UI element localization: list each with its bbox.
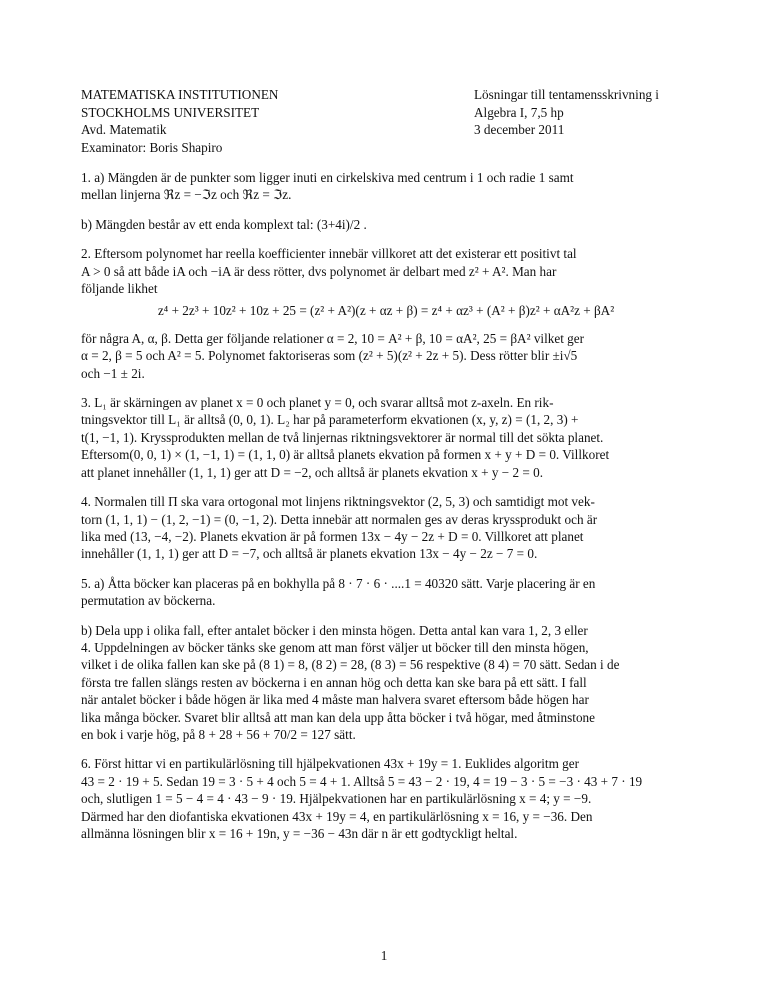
paragraph-p2b [81, 330, 691, 382]
header-university: STOCKHOLMS UNIVERSITET [81, 104, 260, 120]
paragraph-p2 [81, 245, 691, 297]
paragraph-line: och, slutligen 1 = 5 − 4 = 4 · 43 − 9 · 19. Hjälpekvationen har en partikulärlösning x = 4; y = −9. [81, 791, 592, 807]
paragraph-line: innehåller (1, 1, 1) ger att D = −7, och alltså är planets ekvation 13x − 4y − 2z − 7 = 0. [81, 546, 538, 562]
paragraph-line: 6. Först hittar vi en partikulärlösning till hjälpekvationen 43x + 19y = 1. Euklides algoritm ger [81, 756, 579, 772]
header-doc-title: Lösningar till tentamensskrivning i [474, 87, 659, 102]
paragraph-p4 [81, 493, 691, 563]
paragraph-line: och −1 ± 2i. [81, 365, 145, 381]
solutions-body [81, 169, 691, 854]
header-institution: MATEMATISKA INSTITUTIONEN [81, 87, 279, 102]
paragraph-line: α = 2, β = 5 och A² = 5. Polynomet faktoriseras som (z² + 5)(z² + 2z + 5). Dess rötter blir ±i√5 [81, 348, 578, 364]
paragraph-line: en bok i varje hög, på 8 + 28 + 56 + 70/2 = 127 sätt. [81, 726, 356, 742]
paragraph-p6 [81, 755, 691, 842]
header-date: 3 december 2011 [474, 122, 565, 137]
paragraph-line: Därmed har den diofantiska ekvationen 43x + 19y = 4, en partikulärlösning x = 16, y = −36. Den [81, 808, 593, 824]
equation-eq2: z⁴ + 2z³ + 10z² + 10z + 25 = (z² + A²)(z + αz + β) = z⁴ + αz³ + (A² + β)z² + αA²z + βA² [157, 303, 615, 319]
paragraph-line: för några A, α, β. Detta ger följande relationer α = 2, 10 = A² + β, 10 = αA², 25 = βA² vilket ger [81, 330, 584, 346]
paragraph-line: torn (1, 1, 1) − (1, 2, −1) = (0, −1, 2). Detta innebär att normalen ges av deras kryssprodukt och är [81, 511, 598, 527]
header-examiner: Examinator: Boris Shapiro [81, 139, 223, 155]
paragraph-p5a [81, 575, 691, 610]
paragraph-line: b) Mängden består av ett enda komplext tal: (3+4i)/2 . [81, 216, 367, 232]
paragraph-line: vilket i de olika fallen kan ske på (8 1) = 8, (8 2) = 28, (8 3) = 56 respektive (8 4) = 70 sätt. Sedan i de [81, 657, 620, 673]
paragraph-p3 [81, 394, 691, 481]
paragraph-line: följande likhet [81, 281, 158, 297]
paragraph-line: 3. L₁ är skärningen av planet x = 0 och planet y = 0, och svarar alltså mot z-axeln. En rik- [81, 395, 554, 411]
paragraph-line: t(1, −1, 1). Kryssprodukten mellan de två linjernas riktningsvektorer är normal till det sökta planet. [81, 429, 604, 445]
paragraph-line: A > 0 så att både iA och −iA är dess rötter, dvs polynomet är delbart med z² + A². Man har [81, 263, 557, 279]
paragraph-line: lika med (13, −4, −2). Planets ekvation är på formen 13x − 4y − 2z + D = 0. Villkoret att planet [81, 528, 584, 544]
paragraph-line: första tre fallen slängs resten av böckerna i en annan hög och detta kan ske bara på ett sätt. I fall [81, 674, 587, 690]
page-number: 1 [380, 948, 388, 963]
paragraph-line: 43 = 2 · 19 + 5. Sedan 19 = 3 · 5 + 4 och 5 = 4 + 1. Alltså 5 = 43 − 2 · 19, 4 = 19 − 3 · 5 = −3 · 43 + 7 · 19 [81, 773, 643, 789]
paragraph-line: mellan linjerna ℜz = −ℑz och ℜz = ℑz. [81, 187, 292, 203]
paragraph-line: 1. a) Mängden är de punkter som ligger inuti en cirkelskiva med centrum i 1 och radie 1 samt [81, 170, 574, 185]
paragraph-line: lika många böcker. Svaret blir alltså att man kan dela upp åtta böcker i två högar, med åtminstone [81, 709, 595, 725]
paragraph-p1a [81, 169, 691, 204]
paragraph-line: när antalet böcker i både högen är lika med 4 måste man halvera svaret eftersom både högen har [81, 692, 589, 708]
paragraph-line: 4. Normalen till Π ska vara ortogonal mot linjens riktningsvektor (2, 5, 3) och samtidigt mot vek- [81, 494, 595, 510]
header-right [474, 86, 659, 139]
paragraph-p5b [81, 622, 691, 744]
paragraph-line: tningsvektor till L₁ är alltså (0, 0, 1). L₂ har på parameterform ekvationen (x, y, z) = (1, 2, 3) + [81, 412, 579, 428]
paragraph-line: att planet innehåller (1, 1, 1) ger att D = −2, och alltså är planets ekvation x + y − 2 = 0. [81, 464, 543, 480]
header-course: Algebra I, 7,5 hp [474, 104, 564, 120]
paragraph-p1b [81, 216, 691, 233]
paragraph-line: permutation av böckerna. [81, 593, 216, 609]
paragraph-line: Eftersom(0, 0, 1) × (1, −1, 1) = (1, 1, 0) är alltså planets ekvation på formen x + y + D = 0. Villkoret [81, 447, 610, 463]
paragraph-line: 2. Eftersom polynomet har reella koefficienter innebär villkoret att det existerar ett positivt tal [81, 246, 577, 262]
paragraph-line: b) Dela upp i olika fall, efter antalet böcker i den minsta högen. Detta antal kan vara 1, 2, 3 eller [81, 622, 588, 638]
paragraph-line: allmänna lösningen blir x = 16 + 19n, y = −36 − 43n där n är ett godtyckligt heltal. [81, 826, 518, 841]
header-left [81, 86, 278, 156]
paragraph-line: 5. a) Åtta böcker kan placeras på en bokhylla på 8 · 7 · 6 · ....1 = 40320 sätt. Varje placering är en [81, 575, 596, 591]
paragraph-line: 4. Uppdelningen av böcker tänks ske genom att man först väljer ut böcker till den minsta högen, [81, 639, 589, 655]
header-department: Avd. Matematik [81, 122, 167, 137]
